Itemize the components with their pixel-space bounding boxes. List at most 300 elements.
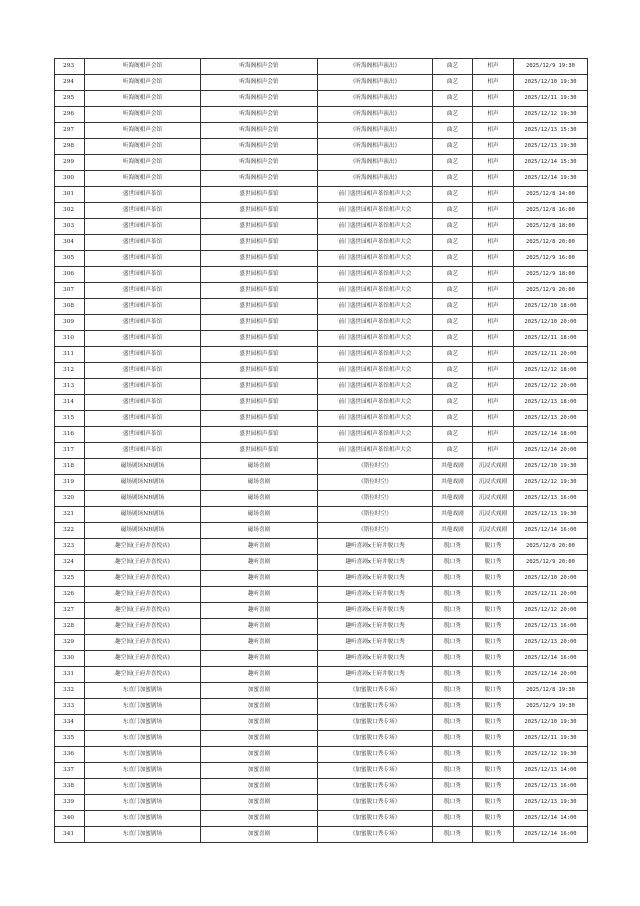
datetime-cell: 2025/12/8 18:00 <box>514 219 588 235</box>
datetime-cell: 2025/12/13 20:00 <box>514 635 588 651</box>
datetime-cell: 2025/12/13 16:00 <box>514 619 588 635</box>
row-number: 315 <box>55 411 85 427</box>
venue-cell: 盛世园相声茶馆 <box>85 427 201 443</box>
category-cell: 曲艺 <box>433 347 473 363</box>
row-number: 338 <box>55 779 85 795</box>
table-row <box>55 235 588 251</box>
row-number: 322 <box>55 523 85 539</box>
category-cell: 曲艺 <box>433 395 473 411</box>
category-cell: 脱口秀 <box>433 539 473 555</box>
venue-cell: 东直门加蜜剧场 <box>85 795 201 811</box>
datetime-cell: 2025/12/8 16:00 <box>514 203 588 219</box>
datetime-cell: 2025/12/9 20:00 <box>514 283 588 299</box>
organizer-cell: 加蜜喜剧 <box>201 763 318 779</box>
venue-cell: 趣空间(王府井喜悦店) <box>85 555 201 571</box>
datetime-cell: 2025/12/12 19:30 <box>514 107 588 123</box>
venue-cell: 趣空间(王府井喜悦店) <box>85 619 201 635</box>
show-title-cell: 前门盛世园相声茶馆相声大会 <box>318 427 433 443</box>
show-title-cell: 《听海阁相声演出》 <box>318 123 433 139</box>
organizer-cell: 趣听喜剧 <box>201 555 318 571</box>
venue-cell: 东直门加蜜剧场 <box>85 811 201 827</box>
venue-cell: 盛世园相声茶馆 <box>85 267 201 283</box>
table-row <box>55 187 588 203</box>
show-title-cell: 《加蜜脱口秀专场》 <box>318 795 433 811</box>
table-row <box>55 715 588 731</box>
datetime-cell: 2025/12/14 14:00 <box>514 811 588 827</box>
row-number: 309 <box>55 315 85 331</box>
show-title-cell: 《听海阁相声演出》 <box>318 139 433 155</box>
category-cell: 脱口秀 <box>433 603 473 619</box>
category-cell: 脱口秀 <box>433 731 473 747</box>
organizer-cell: 加蜜喜剧 <box>201 683 318 699</box>
datetime-cell: 2025/12/14 16:00 <box>514 523 588 539</box>
row-number: 329 <box>55 635 85 651</box>
organizer-cell: 盛世园相声茶馆 <box>201 235 318 251</box>
organizer-cell: 磁场喜剧 <box>201 507 318 523</box>
venue-cell: 听海阁相声会馆 <box>85 91 201 107</box>
show-title-cell: 前门盛世园相声茶馆相声大会 <box>318 395 433 411</box>
category-cell: 曲艺 <box>433 203 473 219</box>
table-row <box>55 107 588 123</box>
show-title-cell: 前门盛世园相声茶馆相声大会 <box>318 235 433 251</box>
venue-cell: 趣空间(王府井喜悦店) <box>85 603 201 619</box>
organizer-cell: 盛世园相声茶馆 <box>201 347 318 363</box>
genre-cell: 脱口秀 <box>473 651 514 667</box>
organizer-cell: 盛世园相声茶馆 <box>201 379 318 395</box>
category-cell: 曲艺 <box>433 411 473 427</box>
table-row <box>55 555 588 571</box>
table-row <box>55 811 588 827</box>
datetime-cell: 2025/12/11 19:30 <box>514 91 588 107</box>
venue-cell: 东直门加蜜剧场 <box>85 763 201 779</box>
table-row <box>55 475 588 491</box>
category-cell: 脱口秀 <box>433 763 473 779</box>
organizer-cell: 加蜜喜剧 <box>201 827 318 843</box>
category-cell: 曲艺 <box>433 363 473 379</box>
row-number: 341 <box>55 827 85 843</box>
table-row <box>55 427 588 443</box>
venue-cell: 盛世园相声茶馆 <box>85 299 201 315</box>
show-title-cell: 《听海阁相声演出》 <box>318 155 433 171</box>
table-row <box>55 315 588 331</box>
venue-cell: 东直门加蜜剧场 <box>85 731 201 747</box>
show-title-cell: 《加蜜脱口秀专场》 <box>318 683 433 699</box>
row-number: 307 <box>55 283 85 299</box>
row-number: 337 <box>55 763 85 779</box>
table-body <box>55 59 588 843</box>
genre-cell: 脱口秀 <box>473 635 514 651</box>
table-row <box>55 587 588 603</box>
organizer-cell: 加蜜喜剧 <box>201 731 318 747</box>
organizer-cell: 加蜜喜剧 <box>201 811 318 827</box>
show-title-cell: 趣听喜剧x王府井脱口秀 <box>318 571 433 587</box>
category-cell: 脱口秀 <box>433 811 473 827</box>
datetime-cell: 2025/12/10 19:30 <box>514 459 588 475</box>
venue-cell: 听海阁相声会馆 <box>85 59 201 75</box>
genre-cell: 相声 <box>473 75 514 91</box>
organizer-cell: 听海阁相声会馆 <box>201 91 318 107</box>
table-row <box>55 795 588 811</box>
row-number: 320 <box>55 491 85 507</box>
genre-cell: 相声 <box>473 123 514 139</box>
datetime-cell: 2025/12/12 19:30 <box>514 475 588 491</box>
show-title-cell: 《加蜜脱口秀专场》 <box>318 779 433 795</box>
venue-cell: 听海阁相声会馆 <box>85 123 201 139</box>
table-row <box>55 59 588 75</box>
row-number: 316 <box>55 427 85 443</box>
row-number: 332 <box>55 683 85 699</box>
table-row <box>55 395 588 411</box>
organizer-cell: 盛世园相声茶馆 <box>201 299 318 315</box>
genre-cell: 脱口秀 <box>473 603 514 619</box>
genre-cell: 相声 <box>473 443 514 459</box>
show-title-cell: 前门盛世园相声茶馆相声大会 <box>318 187 433 203</box>
row-number: 298 <box>55 139 85 155</box>
genre-cell: 相声 <box>473 187 514 203</box>
venue-cell: 盛世园相声茶馆 <box>85 379 201 395</box>
venue-cell: 趣空间(王府井喜悦店) <box>85 651 201 667</box>
category-cell: 脱口秀 <box>433 587 473 603</box>
datetime-cell: 2025/12/14 16:00 <box>514 827 588 843</box>
table-row <box>55 683 588 699</box>
table-row <box>55 251 588 267</box>
show-title-cell: 前门盛世园相声茶馆相声大会 <box>318 203 433 219</box>
row-number: 299 <box>55 155 85 171</box>
genre-cell: 相声 <box>473 299 514 315</box>
show-title-cell: 趣听喜剧x王府井脱口秀 <box>318 603 433 619</box>
genre-cell: 脱口秀 <box>473 587 514 603</box>
category-cell: 其他戏剧 <box>433 475 473 491</box>
show-title-cell: 《听海阁相声演出》 <box>318 91 433 107</box>
datetime-cell: 2025/12/13 16:00 <box>514 779 588 795</box>
category-cell: 曲艺 <box>433 91 473 107</box>
organizer-cell: 趣听喜剧 <box>201 635 318 651</box>
genre-cell: 相声 <box>473 219 514 235</box>
venue-cell: 盛世园相声茶馆 <box>85 331 201 347</box>
row-number: 312 <box>55 363 85 379</box>
category-cell: 脱口秀 <box>433 795 473 811</box>
show-title-cell: 趣听喜剧x王府井脱口秀 <box>318 587 433 603</box>
row-number: 324 <box>55 555 85 571</box>
venue-cell: 听海阁相声会馆 <box>85 75 201 91</box>
genre-cell: 脱口秀 <box>473 827 514 843</box>
show-title-cell: 前门盛世园相声茶馆相声大会 <box>318 299 433 315</box>
category-cell: 曲艺 <box>433 379 473 395</box>
row-number: 302 <box>55 203 85 219</box>
organizer-cell: 加蜜喜剧 <box>201 747 318 763</box>
organizer-cell: 加蜜喜剧 <box>201 779 318 795</box>
genre-cell: 相声 <box>473 331 514 347</box>
table-row <box>55 667 588 683</box>
show-title-cell: 《错位时空》 <box>318 507 433 523</box>
category-cell: 曲艺 <box>433 139 473 155</box>
show-title-cell: 《听海阁相声演出》 <box>318 171 433 187</box>
row-number: 328 <box>55 619 85 635</box>
row-number: 335 <box>55 731 85 747</box>
organizer-cell: 盛世园相声茶馆 <box>201 219 318 235</box>
venue-cell: 趣空间(王府井喜悦店) <box>85 587 201 603</box>
category-cell: 脱口秀 <box>433 651 473 667</box>
table-row <box>55 91 588 107</box>
show-title-cell: 《加蜜脱口秀专场》 <box>318 763 433 779</box>
table-row <box>55 443 588 459</box>
row-number: 314 <box>55 395 85 411</box>
datetime-cell: 2025/12/9 18:00 <box>514 267 588 283</box>
organizer-cell: 趣听喜剧 <box>201 603 318 619</box>
genre-cell: 相声 <box>473 267 514 283</box>
category-cell: 脱口秀 <box>433 619 473 635</box>
datetime-cell: 2025/12/14 16:00 <box>514 651 588 667</box>
row-number: 305 <box>55 251 85 267</box>
show-title-cell: 前门盛世园相声茶馆相声大会 <box>318 219 433 235</box>
datetime-cell: 2025/12/13 15:30 <box>514 123 588 139</box>
venue-cell: 磁场剧场NH剧场 <box>85 507 201 523</box>
datetime-cell: 2025/12/13 14:00 <box>514 763 588 779</box>
category-cell: 其他戏剧 <box>433 523 473 539</box>
category-cell: 曲艺 <box>433 123 473 139</box>
venue-cell: 盛世园相声茶馆 <box>85 411 201 427</box>
datetime-cell: 2025/12/10 19:30 <box>514 75 588 91</box>
datetime-cell: 2025/12/14 18:00 <box>514 427 588 443</box>
datetime-cell: 2025/12/14 15:30 <box>514 155 588 171</box>
datetime-cell: 2025/12/12 18:00 <box>514 363 588 379</box>
genre-cell: 相声 <box>473 155 514 171</box>
show-title-cell: 前门盛世园相声茶馆相声大会 <box>318 411 433 427</box>
table-row <box>55 491 588 507</box>
organizer-cell: 盛世园相声茶馆 <box>201 395 318 411</box>
show-title-cell: 《听海阁相声演出》 <box>318 75 433 91</box>
datetime-cell: 2025/12/12 20:00 <box>514 379 588 395</box>
category-cell: 曲艺 <box>433 171 473 187</box>
table-row <box>55 507 588 523</box>
table-row <box>55 219 588 235</box>
genre-cell: 相声 <box>473 235 514 251</box>
category-cell: 曲艺 <box>433 283 473 299</box>
organizer-cell: 听海阁相声会馆 <box>201 171 318 187</box>
organizer-cell: 趣听喜剧 <box>201 651 318 667</box>
show-title-cell: 《错位时空》 <box>318 475 433 491</box>
category-cell: 脱口秀 <box>433 635 473 651</box>
show-title-cell: 前门盛世园相声茶馆相声大会 <box>318 379 433 395</box>
genre-cell: 脱口秀 <box>473 571 514 587</box>
organizer-cell: 听海阁相声会馆 <box>201 139 318 155</box>
datetime-cell: 2025/12/9 20:00 <box>514 555 588 571</box>
table-row <box>55 267 588 283</box>
venue-cell: 盛世园相声茶馆 <box>85 203 201 219</box>
venue-cell: 盛世园相声茶馆 <box>85 363 201 379</box>
datetime-cell: 2025/12/8 20:00 <box>514 235 588 251</box>
genre-cell: 脱口秀 <box>473 667 514 683</box>
organizer-cell: 盛世园相声茶馆 <box>201 283 318 299</box>
datetime-cell: 2025/12/13 19:30 <box>514 139 588 155</box>
genre-cell: 脱口秀 <box>473 763 514 779</box>
show-title-cell: 趣听喜剧x王府井脱口秀 <box>318 635 433 651</box>
datetime-cell: 2025/12/13 16:00 <box>514 491 588 507</box>
genre-cell: 相声 <box>473 139 514 155</box>
row-number: 325 <box>55 571 85 587</box>
datetime-cell: 2025/12/13 19:30 <box>514 795 588 811</box>
table-row <box>55 379 588 395</box>
table-row <box>55 651 588 667</box>
datetime-cell: 2025/12/11 19:30 <box>514 731 588 747</box>
table-row <box>55 75 588 91</box>
genre-cell: 相声 <box>473 283 514 299</box>
genre-cell: 脱口秀 <box>473 747 514 763</box>
venue-cell: 听海阁相声会馆 <box>85 171 201 187</box>
genre-cell: 相声 <box>473 379 514 395</box>
category-cell: 曲艺 <box>433 219 473 235</box>
venue-cell: 东直门加蜜剧场 <box>85 747 201 763</box>
category-cell: 其他戏剧 <box>433 507 473 523</box>
row-number: 330 <box>55 651 85 667</box>
table-row <box>55 619 588 635</box>
datetime-cell: 2025/12/9 16:00 <box>514 251 588 267</box>
table-row <box>55 747 588 763</box>
row-number: 311 <box>55 347 85 363</box>
category-cell: 脱口秀 <box>433 555 473 571</box>
genre-cell: 相声 <box>473 395 514 411</box>
organizer-cell: 趣听喜剧 <box>201 571 318 587</box>
datetime-cell: 2025/12/10 18:00 <box>514 299 588 315</box>
show-title-cell: 前门盛世园相声茶馆相声大会 <box>318 283 433 299</box>
category-cell: 曲艺 <box>433 331 473 347</box>
category-cell: 曲艺 <box>433 251 473 267</box>
show-title-cell: 前门盛世园相声茶馆相声大会 <box>318 251 433 267</box>
category-cell: 曲艺 <box>433 315 473 331</box>
category-cell: 曲艺 <box>433 59 473 75</box>
organizer-cell: 磁场喜剧 <box>201 491 318 507</box>
show-title-cell: 前门盛世园相声茶馆相声大会 <box>318 363 433 379</box>
category-cell: 曲艺 <box>433 427 473 443</box>
genre-cell: 脱口秀 <box>473 683 514 699</box>
datetime-cell: 2025/12/9 19:30 <box>514 699 588 715</box>
category-cell: 脱口秀 <box>433 747 473 763</box>
show-title-cell: 前门盛世园相声茶馆相声大会 <box>318 331 433 347</box>
table-row <box>55 123 588 139</box>
table-row <box>55 171 588 187</box>
organizer-cell: 盛世园相声茶馆 <box>201 443 318 459</box>
datetime-cell: 2025/12/13 19:30 <box>514 507 588 523</box>
table-row <box>55 571 588 587</box>
venue-cell: 盛世园相声茶馆 <box>85 395 201 411</box>
venue-cell: 趣空间(王府井喜悦店) <box>85 571 201 587</box>
datetime-cell: 2025/12/13 18:00 <box>514 395 588 411</box>
category-cell: 曲艺 <box>433 155 473 171</box>
venue-cell: 磁场剧场NH剧场 <box>85 491 201 507</box>
show-title-cell: 《听海阁相声演出》 <box>318 107 433 123</box>
organizer-cell: 加蜜喜剧 <box>201 795 318 811</box>
table-row <box>55 331 588 347</box>
organizer-cell: 盛世园相声茶馆 <box>201 267 318 283</box>
genre-cell: 相声 <box>473 203 514 219</box>
table-row <box>55 731 588 747</box>
show-title-cell: 前门盛世园相声茶馆相声大会 <box>318 267 433 283</box>
datetime-cell: 2025/12/11 20:00 <box>514 587 588 603</box>
category-cell: 曲艺 <box>433 443 473 459</box>
show-title-cell: 《加蜜脱口秀专场》 <box>318 747 433 763</box>
row-number: 326 <box>55 587 85 603</box>
row-number: 310 <box>55 331 85 347</box>
table-row <box>55 155 588 171</box>
venue-cell: 东直门加蜜剧场 <box>85 715 201 731</box>
row-number: 321 <box>55 507 85 523</box>
table-row <box>55 459 588 475</box>
row-number: 340 <box>55 811 85 827</box>
datetime-cell: 2025/12/12 20:00 <box>514 603 588 619</box>
venue-cell: 听海阁相声会馆 <box>85 139 201 155</box>
datetime-cell: 2025/12/10 20:00 <box>514 571 588 587</box>
genre-cell: 脱口秀 <box>473 539 514 555</box>
show-title-cell: 《加蜜脱口秀专场》 <box>318 731 433 747</box>
organizer-cell: 听海阁相声会馆 <box>201 75 318 91</box>
organizer-cell: 听海阁相声会馆 <box>201 155 318 171</box>
venue-cell: 盛世园相声茶馆 <box>85 283 201 299</box>
datetime-cell: 2025/12/14 20:00 <box>514 443 588 459</box>
venue-cell: 东直门加蜜剧场 <box>85 827 201 843</box>
genre-cell: 脱口秀 <box>473 699 514 715</box>
organizer-cell: 趣听喜剧 <box>201 587 318 603</box>
row-number: 334 <box>55 715 85 731</box>
show-title-cell: 《错位时空》 <box>318 459 433 475</box>
genre-cell: 相声 <box>473 411 514 427</box>
show-title-cell: 《听海阁相声演出》 <box>318 59 433 75</box>
show-title-cell: 前门盛世园相声茶馆相声大会 <box>318 443 433 459</box>
venue-cell: 东直门加蜜剧场 <box>85 699 201 715</box>
organizer-cell: 趣听喜剧 <box>201 619 318 635</box>
organizer-cell: 听海阁相声会馆 <box>201 59 318 75</box>
table-row <box>55 523 588 539</box>
genre-cell: 相声 <box>473 427 514 443</box>
row-number: 331 <box>55 667 85 683</box>
venue-cell: 东直门加蜜剧场 <box>85 779 201 795</box>
organizer-cell: 磁场喜剧 <box>201 459 318 475</box>
table-row <box>55 699 588 715</box>
row-number: 293 <box>55 59 85 75</box>
show-title-cell: 趣听喜剧x王府井脱口秀 <box>318 667 433 683</box>
show-title-cell: 趣听喜剧x王府井脱口秀 <box>318 555 433 571</box>
genre-cell: 相声 <box>473 91 514 107</box>
category-cell: 脱口秀 <box>433 715 473 731</box>
table-row <box>55 283 588 299</box>
row-number: 318 <box>55 459 85 475</box>
organizer-cell: 盛世园相声茶馆 <box>201 411 318 427</box>
genre-cell: 相声 <box>473 107 514 123</box>
venue-cell: 磁场剧场NH剧场 <box>85 475 201 491</box>
organizer-cell: 盛世园相声茶馆 <box>201 427 318 443</box>
datetime-cell: 2025/12/11 18:00 <box>514 331 588 347</box>
datetime-cell: 2025/12/11 20:00 <box>514 347 588 363</box>
table-row <box>55 635 588 651</box>
venue-cell: 趣空间(王府井喜悦店) <box>85 539 201 555</box>
organizer-cell: 盛世园相声茶馆 <box>201 251 318 267</box>
category-cell: 脱口秀 <box>433 571 473 587</box>
row-number: 294 <box>55 75 85 91</box>
category-cell: 曲艺 <box>433 267 473 283</box>
table-row <box>55 539 588 555</box>
row-number: 297 <box>55 123 85 139</box>
performance-schedule-table <box>54 58 588 843</box>
row-number: 327 <box>55 603 85 619</box>
table-row <box>55 363 588 379</box>
venue-cell: 趣空间(王府井喜悦店) <box>85 635 201 651</box>
organizer-cell: 趣听喜剧 <box>201 667 318 683</box>
show-title-cell: 《加蜜脱口秀专场》 <box>318 811 433 827</box>
table-row <box>55 763 588 779</box>
show-title-cell: 《错位时空》 <box>318 523 433 539</box>
row-number: 336 <box>55 747 85 763</box>
datetime-cell: 2025/12/8 19:30 <box>514 683 588 699</box>
venue-cell: 盛世园相声茶馆 <box>85 315 201 331</box>
